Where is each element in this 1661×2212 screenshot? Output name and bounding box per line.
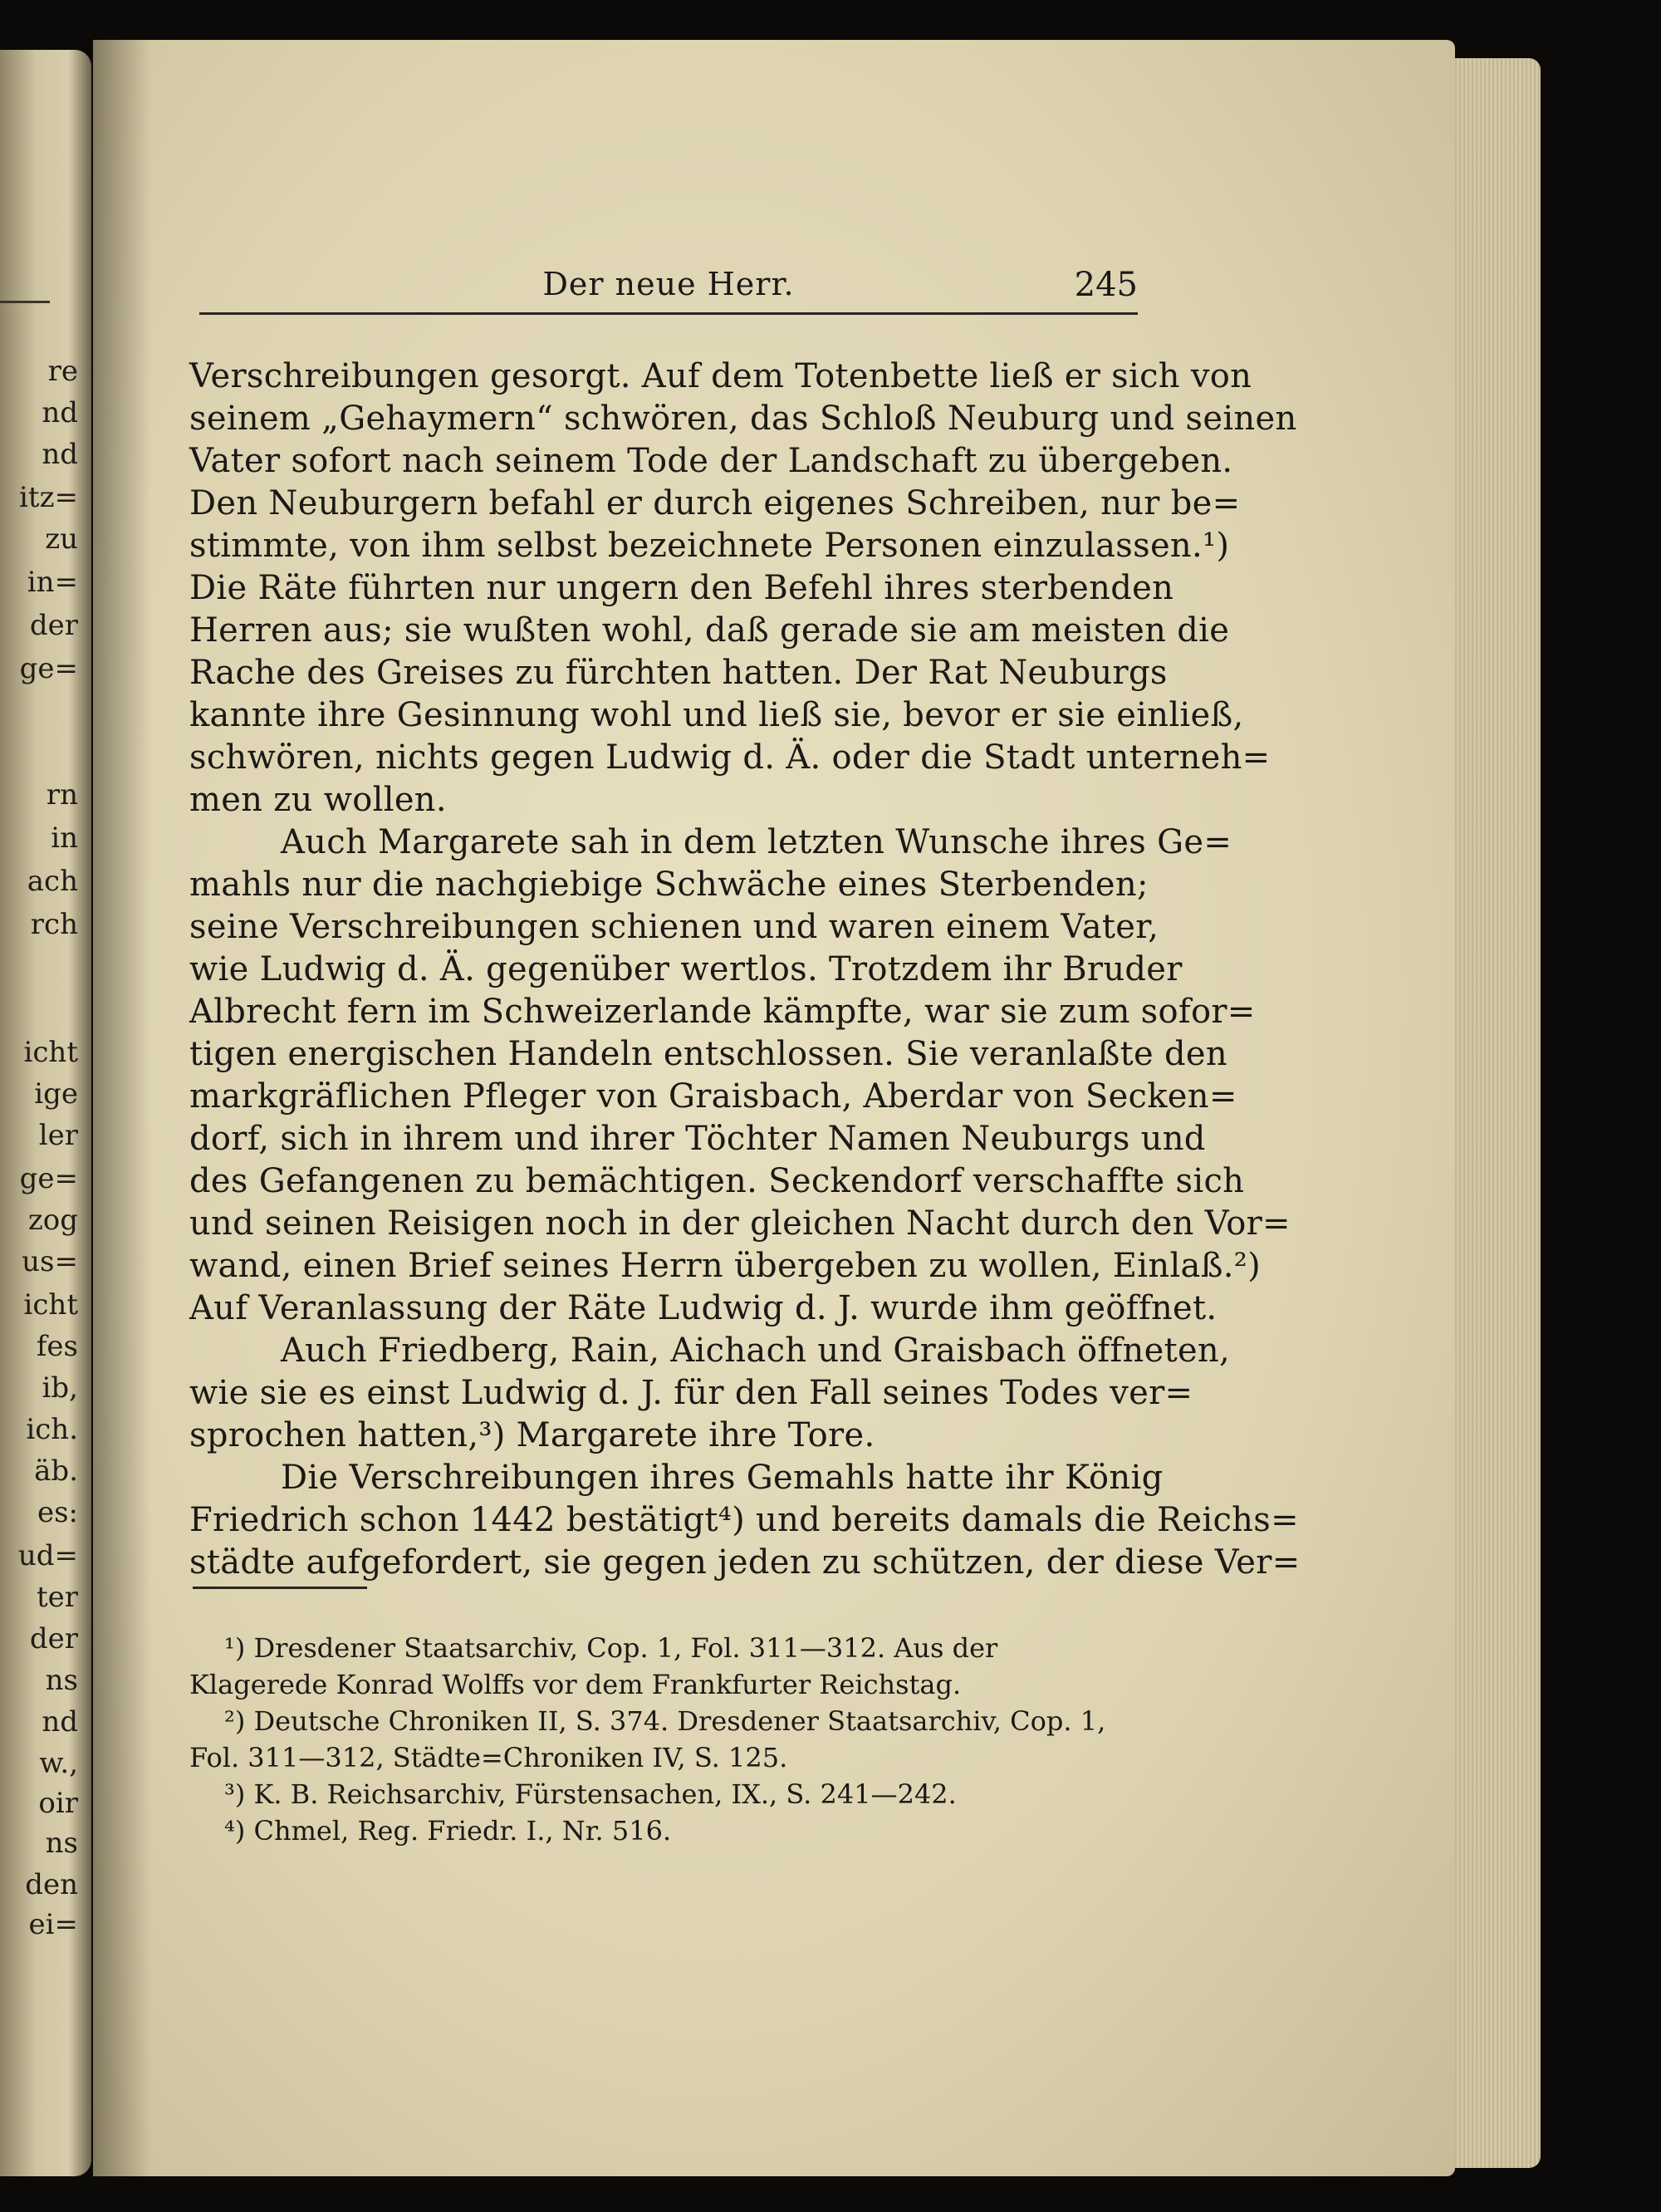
left-page-fragment: nd	[42, 396, 78, 429]
text-line: Herren aus; sie wußten wohl, daß gerade sie am meisten die	[189, 611, 1230, 650]
text-line: wie Ludwig d. Ä. gegenüber wertlos. Trotzdem ihr Bruder	[189, 950, 1183, 988]
left-page-fragment: ns	[45, 1827, 78, 1860]
text-line: stimmte, von ihm selbst bezeichnete Personen einzulassen.¹)	[189, 527, 1230, 565]
left-page-fragment: ge=	[19, 652, 78, 685]
text-line: städte aufgefordert, sie gegen jeden zu schützen, der diese Ver=	[189, 1543, 1301, 1582]
left-page-fragment: ach	[27, 865, 78, 898]
text-line: des Gefangenen zu bemächtigen. Seckendorf verschaffte sich	[189, 1162, 1245, 1200]
text-line: und seinen Reisigen noch in der gleichen Nacht durch den Vor=	[189, 1204, 1291, 1243]
text-line: sprochen hatten,³) Margarete ihre Tore.	[189, 1416, 875, 1454]
left-page-fragment: den	[25, 1868, 78, 1901]
footnote-line: ²) Deutsche Chroniken II, S. 374. Dresdener Staatsarchiv, Cop. 1,	[224, 1705, 1106, 1737]
text-line: seine Verschreibungen schienen und waren einem Vater,	[189, 908, 1159, 946]
left-page-fragment: rn	[46, 778, 78, 812]
text-line: Auf Veranlassung der Räte Ludwig d. J. wurde ihm geöffnet.	[189, 1289, 1218, 1327]
text-line: Den Neuburgern befahl er durch eigenes Schreiben, nur be=	[189, 484, 1241, 522]
left-page-fragment: itz=	[19, 481, 78, 514]
text-line: kannte ihre Gesinnung wohl und ließ sie, bevor er sie einließ,	[189, 696, 1244, 734]
left-page-fragment: in	[51, 822, 78, 855]
left-page-fragment: ter	[36, 1581, 78, 1614]
paragraph-start-line: Auch Friedberg, Rain, Aichach und Graisbach öffneten,	[281, 1332, 1231, 1370]
left-page-fragment: w.,	[39, 1747, 78, 1780]
left-page-fragment: oir	[38, 1787, 78, 1820]
left-page-fragment: zog	[27, 1204, 78, 1237]
left-page-fragment: ige	[34, 1077, 78, 1111]
text-line: markgräflichen Pfleger von Graisbach, Aberdar von Secken=	[189, 1077, 1237, 1116]
footnote-line: ³) K. B. Reichsarchiv, Fürstensachen, IX., S. 241—242.	[224, 1778, 957, 1810]
footnote-line: ⁴) Chmel, Reg. Friedr. I., Nr. 516.	[224, 1815, 672, 1847]
left-page-fragment: ud=	[17, 1539, 78, 1572]
footnote-line: Klagerede Konrad Wolffs vor dem Frankfurter Reichstag.	[189, 1669, 962, 1700]
left-page-fragment: icht	[23, 1036, 78, 1069]
left-page-header-rule	[0, 301, 50, 303]
left-page-fragment: äb.	[34, 1454, 78, 1488]
left-page-fragment: ei=	[28, 1908, 78, 1941]
running-head: Der neue Herr.	[542, 266, 795, 302]
text-line: tigen energischen Handeln entschlossen. Sie veranlaßte den	[189, 1035, 1227, 1073]
left-page-fragment: es:	[37, 1496, 78, 1529]
footnotes	[189, 1630, 1136, 1849]
left-page-fragment: icht	[23, 1288, 78, 1322]
paragraph-start-line: Die Verschreibungen ihres Gemahls hatte ihr König	[281, 1459, 1164, 1497]
footnote-line: ¹) Dresdener Staatsarchiv, Cop. 1, Fol. 311—312. Aus der	[224, 1632, 998, 1664]
text-line: dorf, sich in ihrem und ihrer Töchter Namen Neuburgs und	[189, 1120, 1206, 1158]
text-line: seinem „Gehaymern“ schwören, das Schloß Neuburg und seinen	[189, 400, 1297, 438]
text-line: wie sie es einst Ludwig d. J. für den Fall seines Todes ver=	[189, 1374, 1193, 1412]
text-line: Rache des Greises zu fürchten hatten. Der Rat Neuburgs	[189, 654, 1168, 692]
left-page-fragment: re	[47, 355, 78, 388]
left-page-fragment: zu	[45, 522, 78, 556]
left-page-fragment: in=	[27, 566, 78, 599]
text-line: Vater sofort nach seinem Tode der Landschaft zu übergeben.	[189, 442, 1233, 480]
page-gutter-shadow	[93, 40, 151, 2176]
text-line: Verschreibungen gesorgt. Auf dem Totenbette ließ er sich von	[189, 357, 1252, 395]
header-rule	[199, 312, 1138, 315]
page-fore-edge	[1441, 58, 1541, 2168]
left-page-fragment: nd	[42, 1705, 78, 1739]
text-line: men zu wollen.	[189, 781, 447, 819]
paragraph-start-line: Auch Margarete sah in dem letzten Wunsche ihres Ge=	[281, 823, 1232, 861]
left-page-fragment: rch	[30, 908, 78, 941]
text-line: schwören, nichts gegen Ludwig d. Ä. oder die Stadt unterneh=	[189, 738, 1271, 777]
page-number: 245	[1074, 266, 1138, 304]
footnote-line: Fol. 311—312, Städte=Chroniken IV, S. 125.	[189, 1742, 788, 1773]
left-page-fragment: der	[29, 609, 78, 642]
left-page-fragment: ib,	[42, 1371, 78, 1405]
left-page-fragment: ler	[38, 1119, 78, 1152]
text-line: Albrecht fern im Schweizerlande kämpfte, war sie zum sofor=	[189, 993, 1256, 1031]
left-page-edge	[0, 50, 91, 2176]
left-page-fragment: ge=	[19, 1162, 78, 1195]
text-line: Die Räte führten nur ungern den Befehl ihres sterbenden	[189, 569, 1174, 607]
text-line: wand, einen Brief seines Herrn übergeben zu wollen, Einlaß.²)	[189, 1247, 1261, 1285]
left-page-fragment: ns	[45, 1664, 78, 1697]
left-page-fragment: nd	[42, 438, 78, 471]
left-page-fragment: fes	[36, 1330, 78, 1363]
footnote-rule	[193, 1587, 367, 1589]
text-line: mahls nur die nachgiebige Schwäche eines Sterbenden;	[189, 866, 1149, 904]
text-line: Friedrich schon 1442 bestätigt⁴) und bereits damals die Reichs=	[189, 1501, 1299, 1539]
left-page-fragment: der	[29, 1622, 78, 1655]
left-page-fragment: us=	[22, 1245, 78, 1278]
page-header	[199, 266, 1138, 316]
left-page-fragment: ich.	[26, 1413, 78, 1446]
body-text	[189, 356, 1301, 1584]
